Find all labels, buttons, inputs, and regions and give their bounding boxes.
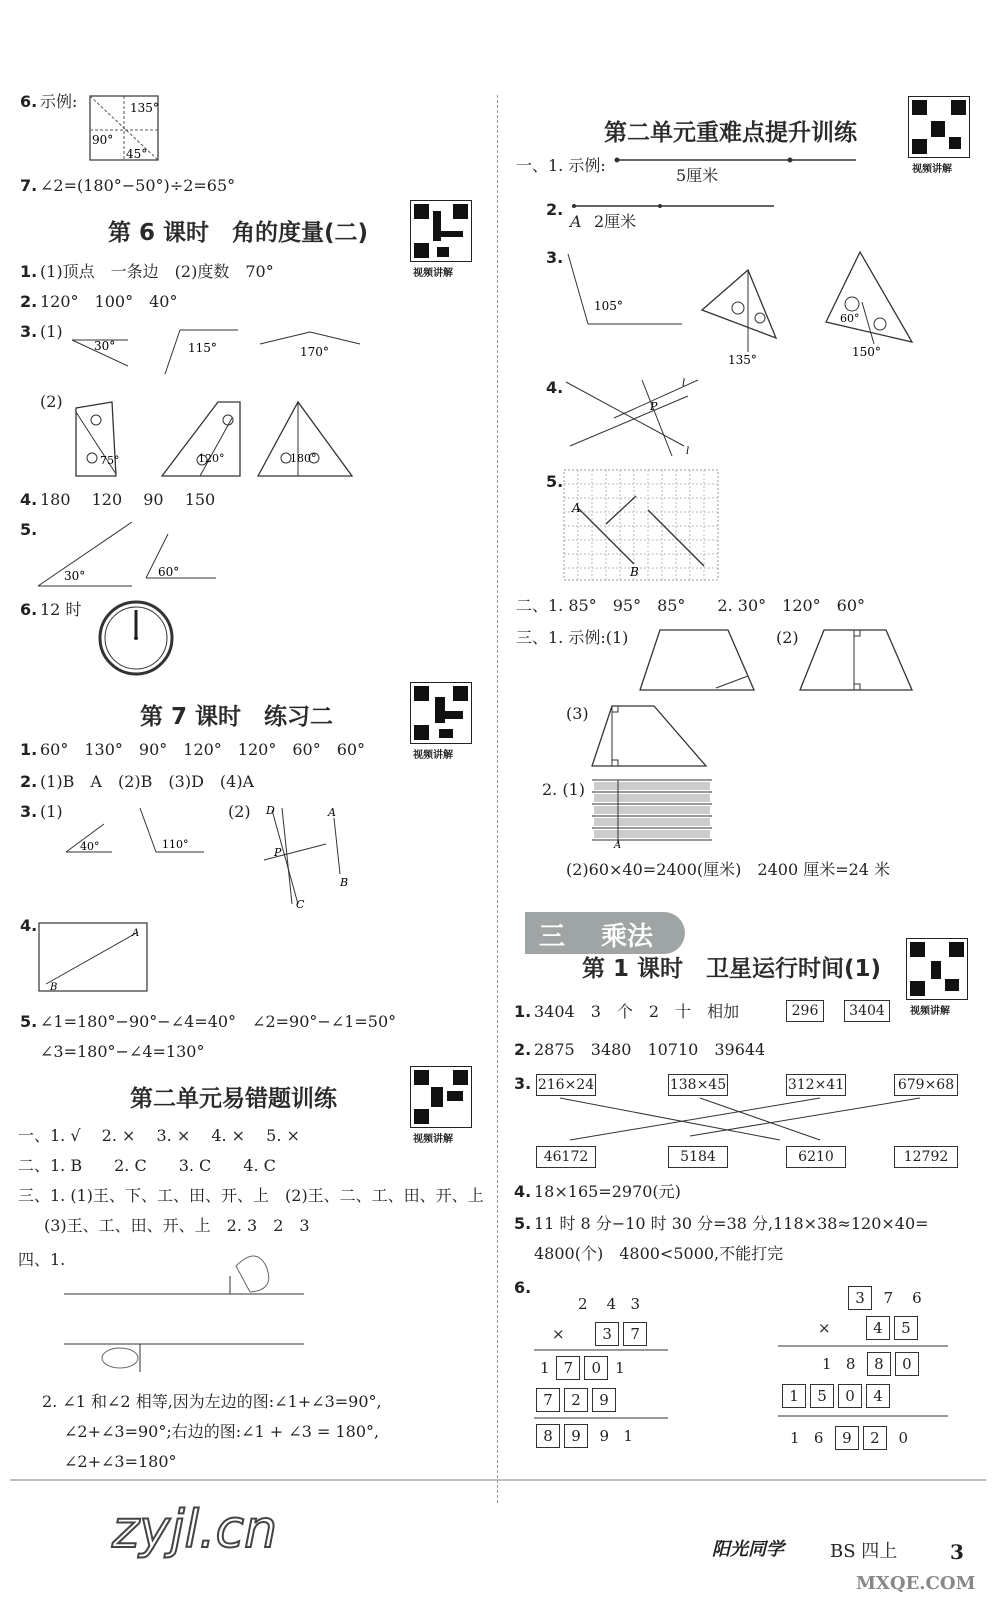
chapter-banner bbox=[525, 912, 685, 954]
watermark-mxqe: MXQE.COM bbox=[856, 1573, 976, 1594]
lesson1-q2-text: 2875 3480 10710 39644 bbox=[534, 1040, 766, 1059]
unit2-title: 第二单元重难点提升训练 bbox=[604, 120, 857, 146]
svg-text:l: l bbox=[686, 446, 690, 457]
unit2-e2b: (2) bbox=[776, 628, 799, 647]
mult1-row2: × 3 7 bbox=[552, 1322, 649, 1346]
label-135b: 135° bbox=[728, 353, 757, 367]
qr-caption: 视频讲解 bbox=[413, 268, 453, 279]
l7-q4-diagram bbox=[38, 922, 150, 994]
label-180: 180° bbox=[290, 452, 317, 465]
label-105: 105° bbox=[594, 299, 623, 313]
match-bottom-4: 12792 bbox=[894, 1146, 958, 1168]
lesson1-q5b-text: 4800(个) 4800<5000,不能打完 bbox=[534, 1244, 784, 1263]
segment-2cm-label: 2厘米 bbox=[594, 212, 637, 231]
svg-text:B: B bbox=[50, 982, 58, 993]
l6-q1-number: 1. bbox=[20, 262, 38, 281]
footer-brand: 阳光同学 bbox=[712, 1539, 784, 1560]
mult1-row4: 7 2 9 bbox=[534, 1388, 618, 1412]
match-top-2: 138×45 bbox=[668, 1074, 728, 1096]
l6-q3-text: (1) bbox=[40, 322, 63, 341]
svg-text:A: A bbox=[614, 840, 622, 851]
mult1-line1 bbox=[534, 1348, 670, 1352]
l7-q3-angles bbox=[60, 806, 210, 858]
errors-row3a: 三、1. (1)王、下、工、田、开、上 (2)王、二、工、田、开、上 bbox=[18, 1186, 484, 1205]
label-90: 90° bbox=[92, 133, 114, 147]
l6-q3-angles bbox=[70, 330, 490, 380]
lesson1-q4-number: 4. bbox=[514, 1182, 532, 1201]
label-150: 150° bbox=[852, 345, 881, 359]
svg-text:B: B bbox=[340, 876, 349, 889]
l7-q4-number: 4. bbox=[20, 916, 38, 935]
lesson6-title: 第 6 课时 角的度量(二) bbox=[108, 220, 369, 246]
l6-q6-text: 12 时 bbox=[40, 600, 82, 619]
lesson1-q6-number: 6. bbox=[514, 1278, 532, 1297]
match-bottom-3: 6210 bbox=[786, 1146, 846, 1168]
svg-text:A: A bbox=[572, 501, 581, 515]
match-top-4: 679×68 bbox=[894, 1074, 958, 1096]
errors-row5b: ∠2+∠3=90°;右边的图:∠1 + ∠3 = 180°, bbox=[64, 1422, 380, 1441]
unit2-q3-diagrams bbox=[562, 248, 922, 370]
l7-q3b-lines bbox=[258, 804, 358, 911]
q7-text: ∠2=(180°−50°)÷2=65° bbox=[40, 176, 236, 195]
qr-caption: 视频讲解 bbox=[910, 1006, 950, 1017]
mult2-line1 bbox=[778, 1344, 950, 1348]
label-170: 170° bbox=[300, 345, 329, 359]
svg-text:D: D bbox=[266, 804, 275, 817]
qr-code-icon[interactable] bbox=[410, 200, 472, 262]
mult2-line2 bbox=[778, 1414, 950, 1418]
page-number: 3 bbox=[950, 1540, 964, 1564]
mult1-row5: 8 9 9 1 bbox=[534, 1424, 633, 1448]
lesson1-q1-number: 1. bbox=[514, 1002, 532, 1021]
qr-code-icon[interactable] bbox=[410, 1066, 472, 1128]
errors-row5c: ∠2+∠3=180° bbox=[64, 1452, 177, 1471]
q6-number: 6. bbox=[20, 92, 38, 111]
label-30b: 30° bbox=[64, 569, 86, 583]
l6-q6-number: 6. bbox=[20, 600, 38, 619]
svg-text:A: A bbox=[132, 928, 140, 939]
errors-row1: 一、1. √ 2. × 3. × 4. × 5. × bbox=[18, 1126, 300, 1145]
label-75: 75° bbox=[100, 454, 120, 467]
segment-5cm bbox=[614, 154, 860, 168]
segment-2cm-a: A bbox=[570, 212, 582, 231]
mult2-row1: 3 7 6 bbox=[846, 1286, 922, 1310]
svg-text:C: C bbox=[296, 898, 305, 911]
l6-q2-number: 2. bbox=[20, 292, 38, 311]
q7-number: 7. bbox=[20, 176, 38, 195]
lesson1-q4-text: 18×165=2970(元) bbox=[534, 1182, 681, 1201]
svg-text:l: l bbox=[682, 378, 686, 389]
lesson7-title: 第 7 课时 练习二 bbox=[140, 704, 334, 730]
unit2-e3: 2. (1) bbox=[542, 780, 586, 799]
unit2-q4-lines bbox=[564, 376, 700, 462]
errors-row5a: 2. ∠1 和∠2 相等,因为左边的图:∠1+∠3=90°, bbox=[42, 1392, 382, 1411]
l7-q5b-text: ∠3=180°−∠4=130° bbox=[40, 1042, 205, 1061]
chapter-name: 乘法 bbox=[601, 922, 654, 952]
errors-row2: 二、1. B 2. C 3. C 4. C bbox=[18, 1156, 276, 1175]
unit2-q4-number: 4. bbox=[546, 378, 564, 397]
mult1-row1: 2 4 3 bbox=[578, 1295, 641, 1313]
match-bottom-2: 5184 bbox=[668, 1146, 728, 1168]
l7-q3b-text: (2) bbox=[228, 802, 251, 821]
lesson1-q5-number: 5. bbox=[514, 1214, 532, 1233]
unit2-q3-number: 3. bbox=[546, 248, 564, 267]
errors-q4-diagram bbox=[60, 1246, 310, 1386]
match-top-1: 216×24 bbox=[536, 1074, 596, 1096]
mult2-row3: 1 8 8 0 bbox=[822, 1352, 921, 1376]
l7-q2-text: (1)B A (2)B (3)D (4)A bbox=[40, 772, 255, 791]
label-30: 30° bbox=[94, 339, 116, 353]
mult1-row3: 1 7 0 1 bbox=[540, 1356, 625, 1380]
lesson1-q1-text: 3404 3 个 2 十 相加 bbox=[534, 1002, 740, 1021]
label-120: 120° bbox=[198, 452, 225, 465]
lesson1-title: 第 1 课时 卫星运行时间(1) bbox=[582, 956, 882, 982]
q6-angle-diagram bbox=[90, 96, 170, 162]
unit2-q2-number: 2. bbox=[546, 200, 564, 219]
column-divider bbox=[497, 95, 498, 1503]
footer-rule bbox=[0, 1478, 996, 1482]
label-135: 135° bbox=[130, 101, 159, 115]
label-110: 110° bbox=[162, 838, 189, 851]
errors-row4: 四、1. bbox=[18, 1250, 66, 1269]
match-bottom-1: 46172 bbox=[536, 1146, 596, 1168]
lesson1-q5-text: 11 时 8 分−10 时 30 分=38 分,118×38≈120×40= bbox=[534, 1214, 929, 1233]
mult2-row2: × 4 5 bbox=[818, 1316, 920, 1340]
qr-caption: 视频讲解 bbox=[413, 1134, 453, 1145]
mult2-row5: 1 6 9 2 0 bbox=[790, 1426, 908, 1450]
l7-q5-number: 5. bbox=[20, 1012, 38, 1031]
mult2-row4: 1 5 0 4 bbox=[780, 1384, 892, 1408]
label-60b: 60° bbox=[840, 312, 860, 325]
label-45: 45° bbox=[126, 147, 148, 161]
unit2-e4: (2)60×40=2400(厘米) 2400 厘米=24 米 bbox=[566, 860, 891, 879]
l6-q2-text: 120° 100° 40° bbox=[40, 292, 178, 311]
svg-text:P: P bbox=[650, 400, 658, 413]
errors-title: 第二单元易错题训练 bbox=[130, 1086, 337, 1112]
l7-q2-number: 2. bbox=[20, 772, 38, 791]
trapezoid-2 bbox=[798, 628, 918, 692]
unit2-e1: 二、1. 85° 95° 85° 2. 30° 120° 60° bbox=[516, 596, 866, 615]
trapezoid-1 bbox=[638, 628, 758, 692]
trapezoid-3 bbox=[590, 704, 710, 768]
l7-q3-number: 3. bbox=[20, 802, 38, 821]
qr-caption: 视频讲解 bbox=[912, 164, 952, 175]
footer-grade: BS 四上 bbox=[830, 1541, 898, 1562]
qr-caption: 视频讲解 bbox=[413, 750, 453, 761]
l7-q1-number: 1. bbox=[20, 740, 38, 759]
qr-code-icon[interactable] bbox=[906, 938, 968, 1000]
qr-code-icon[interactable] bbox=[410, 682, 472, 744]
unit2-e2c: (3) bbox=[566, 704, 589, 723]
unit2-e2: 三、1. 示例:(1) bbox=[516, 628, 629, 647]
l6-q5-angles bbox=[36, 518, 226, 590]
watermark-zyjl: zyjl.cn bbox=[112, 1500, 278, 1560]
matching-lines bbox=[530, 1096, 960, 1142]
mult1-line2 bbox=[534, 1416, 670, 1420]
l6-q4-text: 180 120 90 150 bbox=[40, 490, 216, 509]
answer-box-3404: 3404 bbox=[844, 1000, 890, 1022]
svg-text:B: B bbox=[630, 565, 639, 579]
errors-row3b: (3)王、工、田、开、上 2. 3 2 3 bbox=[44, 1216, 310, 1235]
l6-q3-number: 3. bbox=[20, 322, 38, 341]
unit2-q1: 一、1. 示例: bbox=[516, 156, 606, 175]
l7-q3-text: (1) bbox=[40, 802, 63, 821]
segment-5cm-label: 5厘米 bbox=[676, 166, 719, 185]
q6-text: 示例: bbox=[40, 92, 78, 111]
lesson1-q2-number: 2. bbox=[514, 1040, 532, 1059]
match-top-3: 312×41 bbox=[786, 1074, 846, 1096]
svg-text:A: A bbox=[328, 806, 336, 819]
l6-q3b-triangles bbox=[72, 398, 372, 480]
clock-icon bbox=[98, 600, 178, 680]
l7-q5-text: ∠1=180°−90°−∠4=40° ∠2=90°−∠1=50° bbox=[40, 1012, 397, 1031]
unit2-q5-number: 5. bbox=[546, 472, 564, 491]
lesson1-q3-number: 3. bbox=[514, 1074, 532, 1093]
l6-q4-number: 4. bbox=[20, 490, 38, 509]
l6-q5-number: 5. bbox=[20, 520, 38, 539]
l6-q3b-text: (2) bbox=[40, 392, 63, 411]
answer-box-296: 296 bbox=[786, 1000, 824, 1022]
label-40: 40° bbox=[80, 840, 100, 853]
svg-text:P: P bbox=[274, 846, 282, 859]
l6-q1-text: (1)顶点 一条边 (2)度数 70° bbox=[40, 262, 274, 281]
parallel-lines bbox=[592, 776, 714, 851]
l7-q1-text: 60° 130° 90° 120° 120° 60° 60° bbox=[40, 740, 366, 759]
unit2-q5-grid bbox=[564, 470, 720, 582]
chapter-number: 三 bbox=[539, 922, 566, 952]
qr-code-icon[interactable] bbox=[908, 96, 970, 158]
label-60: 60° bbox=[158, 565, 180, 579]
label-115: 115° bbox=[188, 341, 217, 355]
